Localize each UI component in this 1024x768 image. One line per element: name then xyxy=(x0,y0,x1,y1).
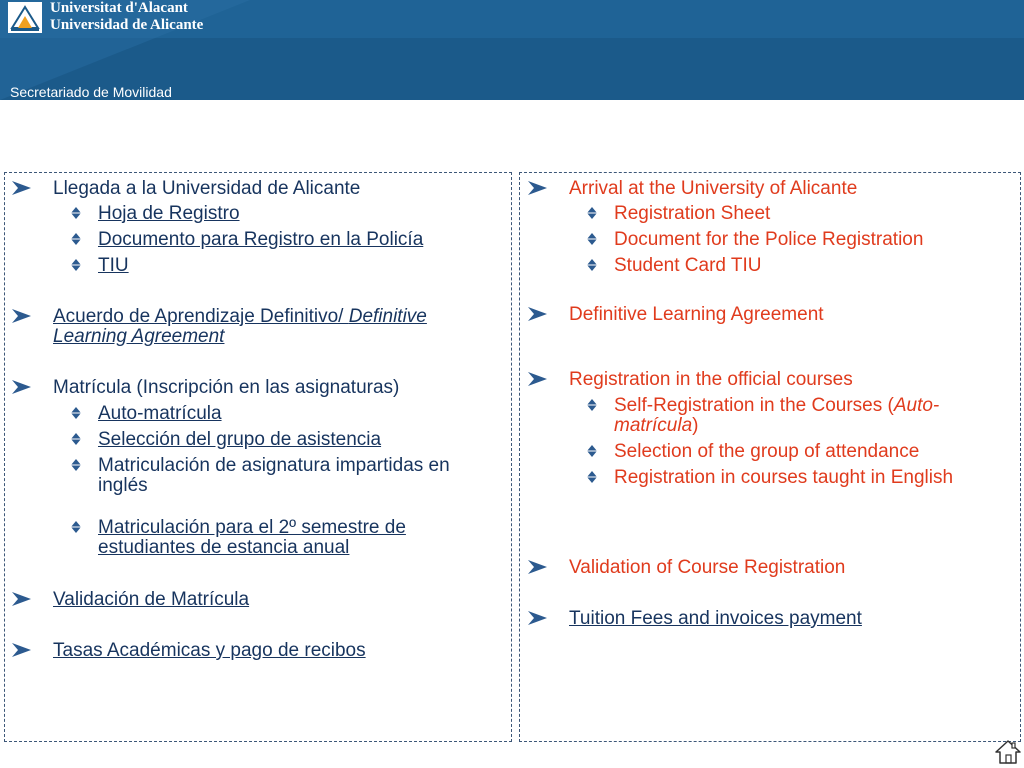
diamond-bullet-icon xyxy=(586,206,598,220)
chevron-arrow-icon xyxy=(11,378,32,396)
chevron-arrow-icon xyxy=(11,590,32,608)
arrival-label-en: Arrival at the University of Alicante xyxy=(569,178,858,199)
diamond-bullet-icon xyxy=(586,470,598,484)
university-name-valencian: Universitat d'Alacant xyxy=(50,0,188,16)
list-item-fees-en[interactable] xyxy=(569,609,862,629)
list-item-fees-es[interactable] xyxy=(53,641,366,661)
list-item-agreement-en xyxy=(569,305,824,325)
diamond-bullet-icon xyxy=(586,398,598,412)
self-registration-en xyxy=(614,396,939,436)
chevron-arrow-icon xyxy=(11,641,32,659)
link-tiu-es[interactable]: TIU xyxy=(98,255,129,276)
agreement-label-es: Acuerdo de Aprendizaje Definitivo/ xyxy=(53,306,349,327)
second-semester-line1: Matriculación para el 2º semestre de xyxy=(98,517,406,538)
english-courses-label-es-line1: Matriculación de asignatura impartidas en xyxy=(98,455,450,476)
chevron-arrow-icon xyxy=(527,179,548,197)
diamond-bullet-icon xyxy=(70,432,82,446)
validation-label-en: Validation of Course Registration xyxy=(569,557,846,578)
police-registration-en: Document for the Police Registration xyxy=(614,229,924,250)
link-second-semester-es[interactable] xyxy=(98,517,406,558)
agreement-label-en: Definitive Learning Agreement xyxy=(569,304,824,325)
english-courses-en: Registration in courses taught in English xyxy=(614,467,954,488)
home-icon[interactable] xyxy=(994,739,1022,765)
university-logo-icon xyxy=(8,2,42,33)
english-courses-label-es-line2: inglés xyxy=(98,475,148,496)
chevron-arrow-icon xyxy=(527,609,548,627)
page-header xyxy=(0,0,1024,100)
spanish-steps-panel xyxy=(4,172,512,742)
registration-label-en: Registration in the official courses xyxy=(569,369,853,390)
link-group-selection-es[interactable]: Selección del grupo de asistencia xyxy=(98,429,382,450)
chevron-arrow-icon xyxy=(527,370,548,388)
chevron-arrow-icon xyxy=(11,307,32,325)
list-item-registration-en xyxy=(569,370,853,390)
list-subitem xyxy=(614,468,953,488)
list-subitem xyxy=(614,256,762,276)
diamond-bullet-icon xyxy=(586,444,598,458)
list-item-agreement-es[interactable] xyxy=(53,307,427,347)
list-item-validation-es[interactable] xyxy=(53,590,249,610)
diamond-bullet-icon xyxy=(70,458,82,472)
link-registration-sheet-es[interactable]: Hoja de Registro xyxy=(98,203,240,224)
list-subitem xyxy=(98,456,450,496)
diamond-bullet-icon xyxy=(70,520,82,534)
list-item-validation-en xyxy=(569,558,845,578)
department-name: Secretariado de Movilidad xyxy=(10,84,172,100)
student-card-en: Student Card TIU xyxy=(614,255,762,276)
agreement-label-en-inline: Definitive xyxy=(348,306,427,327)
list-subitem[interactable] xyxy=(98,430,381,450)
list-subitem[interactable] xyxy=(98,404,222,424)
list-subitem xyxy=(614,442,919,462)
self-registration-text: Self-Registration in the Courses ( xyxy=(614,395,894,416)
link-validation-es[interactable]: Validación de Matrícula xyxy=(53,589,250,610)
chevron-arrow-icon xyxy=(11,179,32,197)
link-self-enrollment-es[interactable]: Auto-matrícula xyxy=(98,403,222,424)
english-steps-panel xyxy=(519,172,1021,742)
group-selection-en: Selection of the group of attendance xyxy=(614,441,920,462)
list-subitem[interactable] xyxy=(98,518,406,558)
diamond-bullet-icon xyxy=(70,258,82,272)
list-item-arrival-es xyxy=(53,179,360,199)
diamond-bullet-icon xyxy=(586,258,598,272)
enrollment-label-es: Matrícula (Inscripción en las asignaturas) xyxy=(53,377,400,398)
list-subitem[interactable] xyxy=(98,230,423,250)
list-item-enrollment-es xyxy=(53,378,399,398)
registration-sheet-en: Registration Sheet xyxy=(614,203,771,224)
diamond-bullet-icon xyxy=(70,232,82,246)
university-name-spanish: Universidad de Alicante xyxy=(50,17,204,33)
self-registration-end: ) xyxy=(692,415,699,436)
chevron-arrow-icon xyxy=(527,305,548,323)
list-subitem xyxy=(614,204,770,224)
self-registration-italic2: matrícula xyxy=(614,415,693,436)
link-fees-es[interactable]: Tasas Académicas y pago de recibos xyxy=(53,640,366,661)
second-semester-line2: estudiantes de estancia anual xyxy=(98,537,350,558)
diamond-bullet-icon xyxy=(586,232,598,246)
chevron-arrow-icon xyxy=(527,558,548,576)
link-fees-en[interactable]: Tuition Fees and invoices payment xyxy=(569,608,862,629)
list-subitem[interactable] xyxy=(98,204,240,224)
university-name xyxy=(50,0,203,34)
agreement-label-en-line2: Learning Agreement xyxy=(53,326,225,347)
diamond-bullet-icon xyxy=(70,206,82,220)
arrival-label-es: Llegada a la Universidad de Alicante xyxy=(53,178,361,199)
list-subitem xyxy=(614,230,923,250)
link-police-registration-es[interactable]: Documento para Registro en la Policía xyxy=(98,229,424,250)
list-item-arrival-en xyxy=(569,179,857,199)
list-subitem[interactable] xyxy=(98,256,129,276)
link-learning-agreement-es[interactable] xyxy=(53,306,427,347)
list-subitem xyxy=(614,396,939,436)
self-registration-italic1: Auto- xyxy=(893,395,940,416)
diamond-bullet-icon xyxy=(70,406,82,420)
